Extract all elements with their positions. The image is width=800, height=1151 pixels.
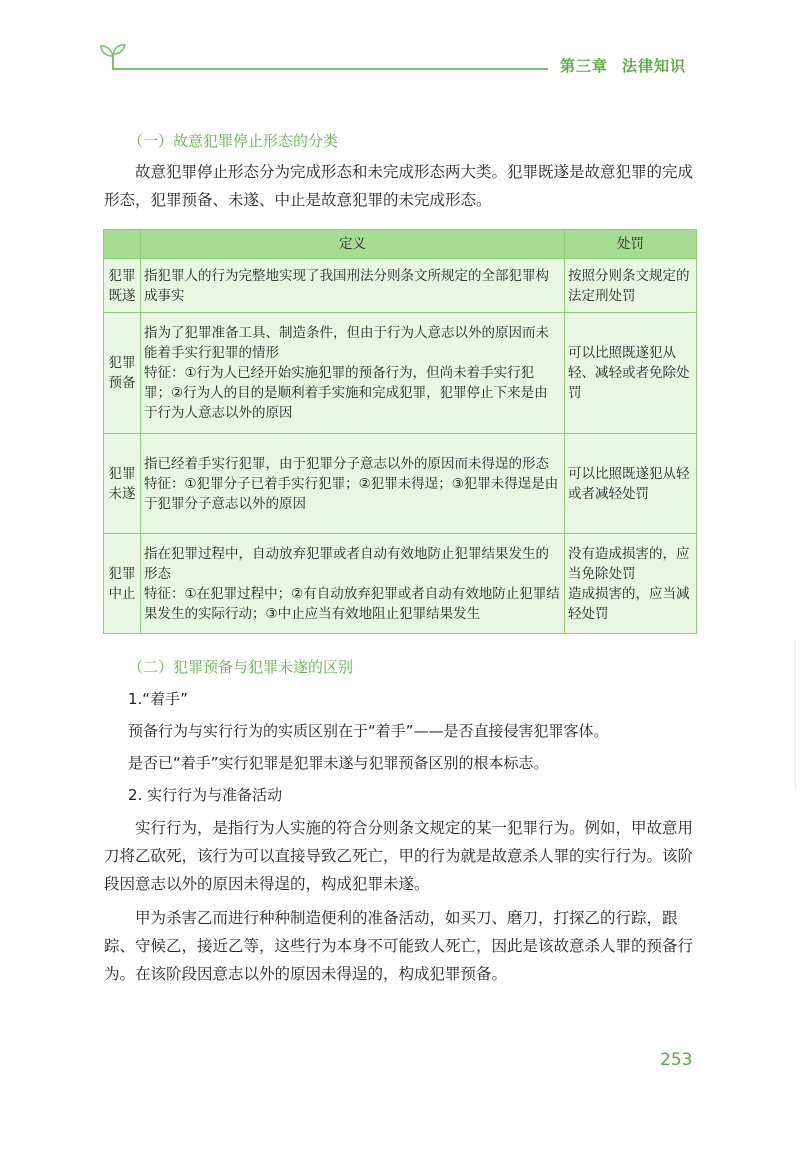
section1-title: （一）故意犯罪停止形态的分类 [128,132,339,150]
row-penalty: 可以比照既遂犯从轻、减轻或者免除处罚 [565,313,697,434]
stop-forms-table [103,229,697,634]
row-penalty: 没有造成损害的，应当免除处罚 造成损害的，应当减轻处罚 [565,534,697,634]
table-row [104,313,697,434]
table-header-penalty: 处罚 [565,230,697,259]
table-row [104,534,697,634]
chapter-number: 第三章 [560,57,609,75]
chapter-subject: 法律知识 [622,57,687,75]
item1-heading: 1.“着手” [128,690,188,708]
row-penalty: 可以比照既遂犯从轻或者减轻处罚 [565,434,697,534]
row-definition: 指为了犯罪准备工具、制造条件，但由于行为人意志以外的原因而未能着手实行犯罪的情形 特征：①行为人已经开始实施犯罪的预备行为，但尚未着手实行犯罪；②行为人的目的是顺利着手实施和完成犯罪，犯罪停止下来是由于行为人意志以外的原因 [141,313,565,434]
row-penalty: 按照分则条文规定的法定刑处罚 [565,259,697,313]
row-name: 犯罪 预备 [104,313,141,434]
item2-heading: 2. 实行行为与准备活动 [128,786,283,804]
row-name: 犯罪 未遂 [104,434,141,534]
chapter-heading [560,55,686,76]
row-definition: 指犯罪人的行为完整地实现了我国刑法分则条文所规定的全部犯罪构成事实 [141,259,565,313]
row-name: 犯罪 既遂 [104,259,141,313]
row-definition: 指已经着手实行犯罪，由于犯罪分子意志以外的原因而未得逞的形态 特征：①犯罪分子已着手实行犯罪；②犯罪未得逞；③犯罪未得逞是由于犯罪分子意志以外的原因 [141,434,565,534]
section1-intro: 故意犯罪停止形态分为完成形态和未完成形态两大类。犯罪既遂是故意犯罪的完成形态，犯罪预备、未遂、中止是故意犯罪的未完成形态。 [104,163,694,209]
row-name: 犯罪 中止 [104,534,141,634]
table-row [104,434,697,534]
section2-title: （二）犯罪预备与犯罪未遂的区别 [128,658,354,676]
item1-paragraph2: 是否已“着手”实行犯罪是犯罪未遂与犯罪预备区别的根本标志。 [128,754,549,772]
item2-paragraph2: 甲为杀害乙而进行种种制造便利的准备活动，如买刀、磨刀，打探乙的行踪，跟踪、守候乙，接近乙等，这些行为本身不可能致人死亡，因此是该故意杀人罪的预备行为。在该阶段因意志以外的原因未得逞的，构成犯罪预备。 [104,909,694,983]
item2-paragraph1: 实行行为，是指行为人实施的符合分则条文规定的某一犯罪行为。例如，甲故意用刀将乙砍死，该行为可以直接导致乙死亡，甲的行为就是故意杀人罪的实行行为。该阶段因意志以外的原因未得逞的，构成犯罪未遂。 [104,819,694,893]
table-header-row [104,230,697,259]
table-row [104,259,697,313]
table-header-empty [104,230,141,259]
table-header-definition: 定义 [141,230,565,259]
page-edge-shadow [795,640,796,790]
row-definition: 指在犯罪过程中，自动放弃犯罪或者自动有效地防止犯罪结果发生的形态 特征：①在犯罪过程中；②有自动放弃犯罪或者自动有效地防止犯罪结果发生的实际行动；③中止应当有效地阻止犯罪结果发生 [141,534,565,634]
page-number: 253 [660,1050,693,1070]
item1-paragraph1: 预备行为与实行行为的实质区别在于“着手”——是否直接侵害犯罪客体。 [128,722,609,740]
header-rule [112,68,548,70]
